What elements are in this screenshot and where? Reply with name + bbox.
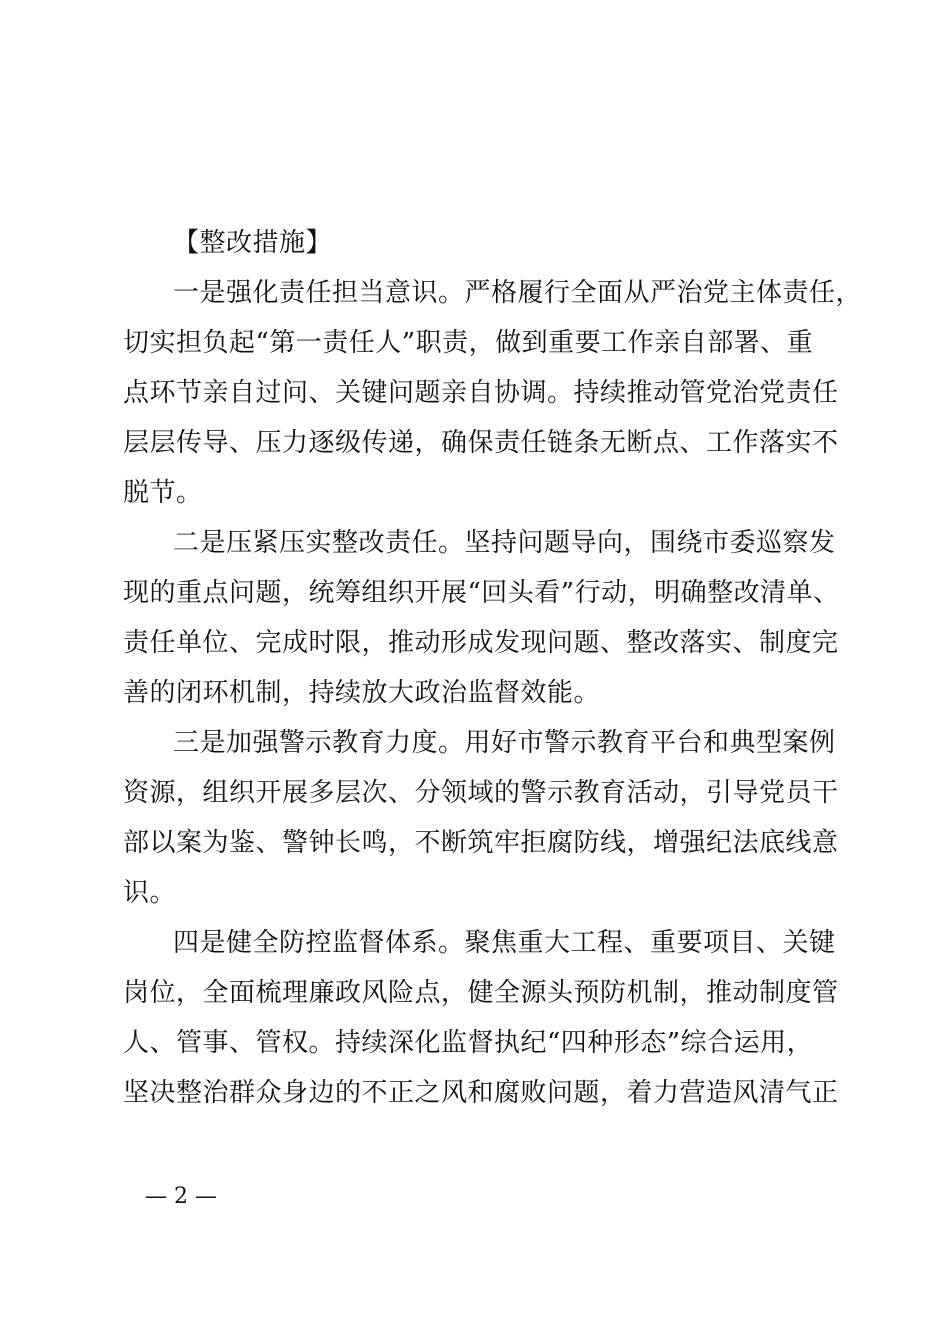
- paragraph-line: 善的闭环机制，持续放大政治监督效能。: [123, 678, 601, 708]
- section-heading: 【整改措施】: [173, 228, 333, 258]
- paragraph-line: 现的重点问题，统筹组织开展“回头看”行动，明确整改清单、: [123, 578, 840, 608]
- paragraph-line: 一是强化责任担当意识。严格履行全面从严治党主体责任，: [173, 278, 863, 308]
- paragraph-line: 二是压紧压实整改责任。坚持问题导向，围绕市委巡察发: [173, 528, 836, 558]
- paragraph-line: 人、管事、管权。持续深化监督执纪“四种形态”综合运用，: [123, 1028, 814, 1058]
- paragraph-line: 坚决整治群众身边的不正之风和腐败问题，着力营造风清气正: [123, 1078, 839, 1108]
- paragraph-line: 三是加强警示教育力度。用好市警示教育平台和典型案例: [173, 728, 836, 758]
- paragraph-line: 识。: [123, 878, 177, 908]
- paragraph-line: 四是健全防控监督体系。聚焦重大工程、重要项目、关键: [173, 928, 836, 958]
- paragraph-line: 责任单位、完成时限，推动形成发现问题、整改落实、制度完: [123, 628, 839, 658]
- paragraph-line: 部以案为鉴、警钟长鸣，不断筑牢拒腐防线，增强纪法底线意: [123, 828, 839, 858]
- paragraph-line: 岗位，全面梳理廉政风险点，健全源头预防机制，推动制度管: [123, 978, 839, 1008]
- paragraph-line: 脱节。: [123, 478, 203, 508]
- paragraph-line: 资源，组织开展多层次、分领域的警示教育活动，引导党员干: [123, 778, 839, 808]
- paragraph-line: 点环节亲自过问、关键问题亲自协调。持续推动管党治党责任: [123, 378, 839, 408]
- paragraph-line: 切实担负起“第一责任人”职责，做到重要工作亲自部署、重: [123, 328, 814, 358]
- page-number: — 2 —: [145, 1184, 217, 1209]
- paragraph-line: 层层传导、压力逐级传递，确保责任链条无断点、工作落实不: [123, 428, 839, 458]
